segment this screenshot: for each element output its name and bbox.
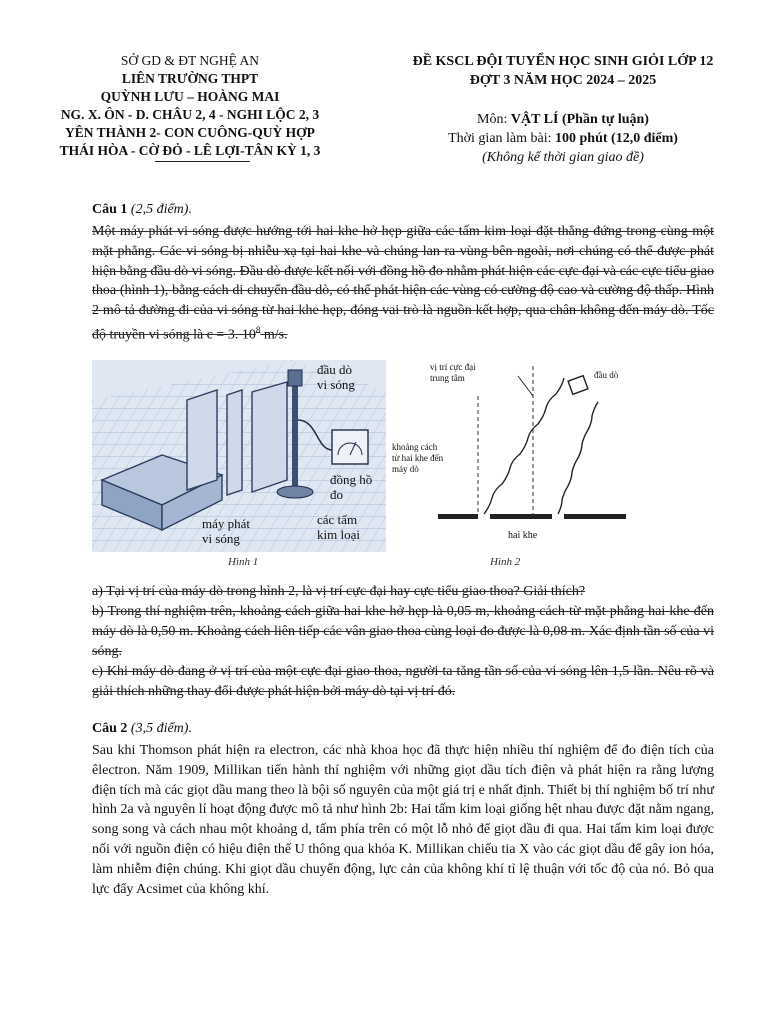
exam-title: ĐỀ KSCL ĐỘI TUYỂN HỌC SINH GIỎI LỚP 12: [412, 54, 714, 69]
label-plates: các tấm kim loại: [317, 512, 360, 542]
exam-duration: Thời gian làm bài: 100 phút (12,0 điểm): [448, 131, 678, 146]
label-probe-2: đầu dò: [594, 370, 619, 380]
department-name: SỞ GD & ĐT NGHỆ AN: [120, 53, 260, 68]
label-meter: đồng hồ đo: [330, 472, 373, 502]
school-group-line-2: NG. X. ÔN - D. CHÂU 2, 4 - NGHI LỘC 2, 3: [60, 107, 320, 122]
question-2-body: Sau khi Thomson phát hiện ra electron, các nhà khoa học đã thực hiện nhiều thí nghiệm để đo điện tích của êlectron. Năm 1909, Millikan tiến hành thí nghiệm với những giọt dầu tích điện và phát hiện ra rằng lượng điện tích mà các giọt dầu mang theo là bội số nguyên của một giá trị e nhất định. Thiết bị thí nghiệm bố trí như hình 2a và nguyên lí hoạt động được mô tả như hình 2b: Hai tấm kim loại giống hệt nhau được đặt nằm ngang, song song và cách nhau một khoảng d, tấm phía trên có một lỗ nhỏ để giọt dầu đi qua. Hai tấm kim loại được nối với nguồn điện có hiệu điện thế U thông qua khóa K. Millikan chiếu tia X vào các giọt dầu để gây ion hóa, làm nhiễm điện chúng. Khi giọt dầu chuyển động, lực cản của không khí tỉ lệ thuận với tốc độ của nó. Bỏ qua lực đẩy Acsimet của không khí.: [92, 743, 714, 897]
exam-note: (Không kể thời gian giao đề): [482, 150, 644, 165]
question-1-part-b: b) Trong thí nghiệm trên, khoảng cách giữa hai khe hở hẹp là 0,05 m, khoảng cách từ mặt phẳng hai khe đến máy dò là 0,50 m. Khoảng cách liên tiếp các vân giao thoa cùng loại đo được là 0,08 m. Xác định tần số của vi sóng.: [92, 604, 714, 659]
label-central-max: vị trí cực đại trung tâm: [430, 362, 476, 383]
figure-2-caption: Hình 2: [490, 556, 521, 568]
exam-round: ĐỢT 3 NĂM HỌC 2024 – 2025: [469, 73, 657, 88]
exam-subject: Môn: VẬT LÍ (Phần tự luận): [477, 112, 649, 127]
school-group-label: LIÊN TRƯỜNG THPT: [121, 71, 259, 86]
school-group-line-3: YÊN THÀNH 2- CON CUÔNG-QUỲ HỢP: [65, 125, 315, 140]
school-header: [20, 52, 360, 162]
figure-2-wave-paths: [392, 356, 638, 556]
label-probe: đầu dò vi sóng: [317, 362, 355, 392]
figure-1-apparatus: [92, 360, 386, 552]
school-group-line-1: QUỲNH LƯU – HOÀNG MAI: [100, 89, 280, 104]
question-2-title: Câu 2 (3,5 điểm).: [92, 721, 192, 736]
label-emitter: máy phát vi sóng: [202, 516, 251, 546]
header-divider: [155, 161, 250, 162]
label-distance: khoảng cách từ hai khe đến máy dò: [392, 442, 444, 474]
label-slits: hai khe: [508, 530, 538, 541]
exam-header: [378, 52, 748, 167]
question-1-part-c: c) Khi máy dò đang ở vị trí của một cực đại giao thoa, người ta tăng tần số của vi sóng lên 1,5 lần. Nêu rõ và giải thích những thay đổi được phát hiện bởi máy dò tại vị trí đó.: [92, 664, 714, 699]
question-1-part-a: a) Tại vị trí của máy dò trong hình 2, là vị trí cực đại hay cực tiểu giao thoa? Giải thích?: [92, 584, 586, 599]
figure-2-illustration: [428, 356, 638, 556]
school-group-line-4: THÁI HÒA - CỜ ĐỎ - LÊ LỢI-TÂN KỲ 1, 3: [59, 143, 321, 158]
question-1-title: Câu 1 (2,5 điểm).: [92, 202, 192, 217]
figure-1-caption: Hình 1: [228, 556, 259, 568]
question-1-intro: Một máy phát vi sóng được hướng tới hai khe hở hẹp giữa các tấm kim loại đặt thẳng đứng trong cùng một mặt phẳng. Các vi sóng bị nhiễu xạ tại hai khe và chúng lan ra vùng bên ngoài, nơi chúng có thể được phát hiện bằng đầu dò vi sóng. Đầu dò được kết nối với đồng hồ đo nhằm phát hiện các cực đại và các cực tiểu giao thoa (hình 1), bằng cách di chuyển đầu dò, có thể phát hiện các vùng có cường độ cao và cường độ thấp. Hình 2 mô tả đường đi của vi sóng từ hai khe hẹp, đóng vai trò là nguồn kết hợp, qua chân không đến máy dò. Tốc độ truyền vi sóng là c = 3. $10^8$ m/s.: [92, 224, 714, 343]
